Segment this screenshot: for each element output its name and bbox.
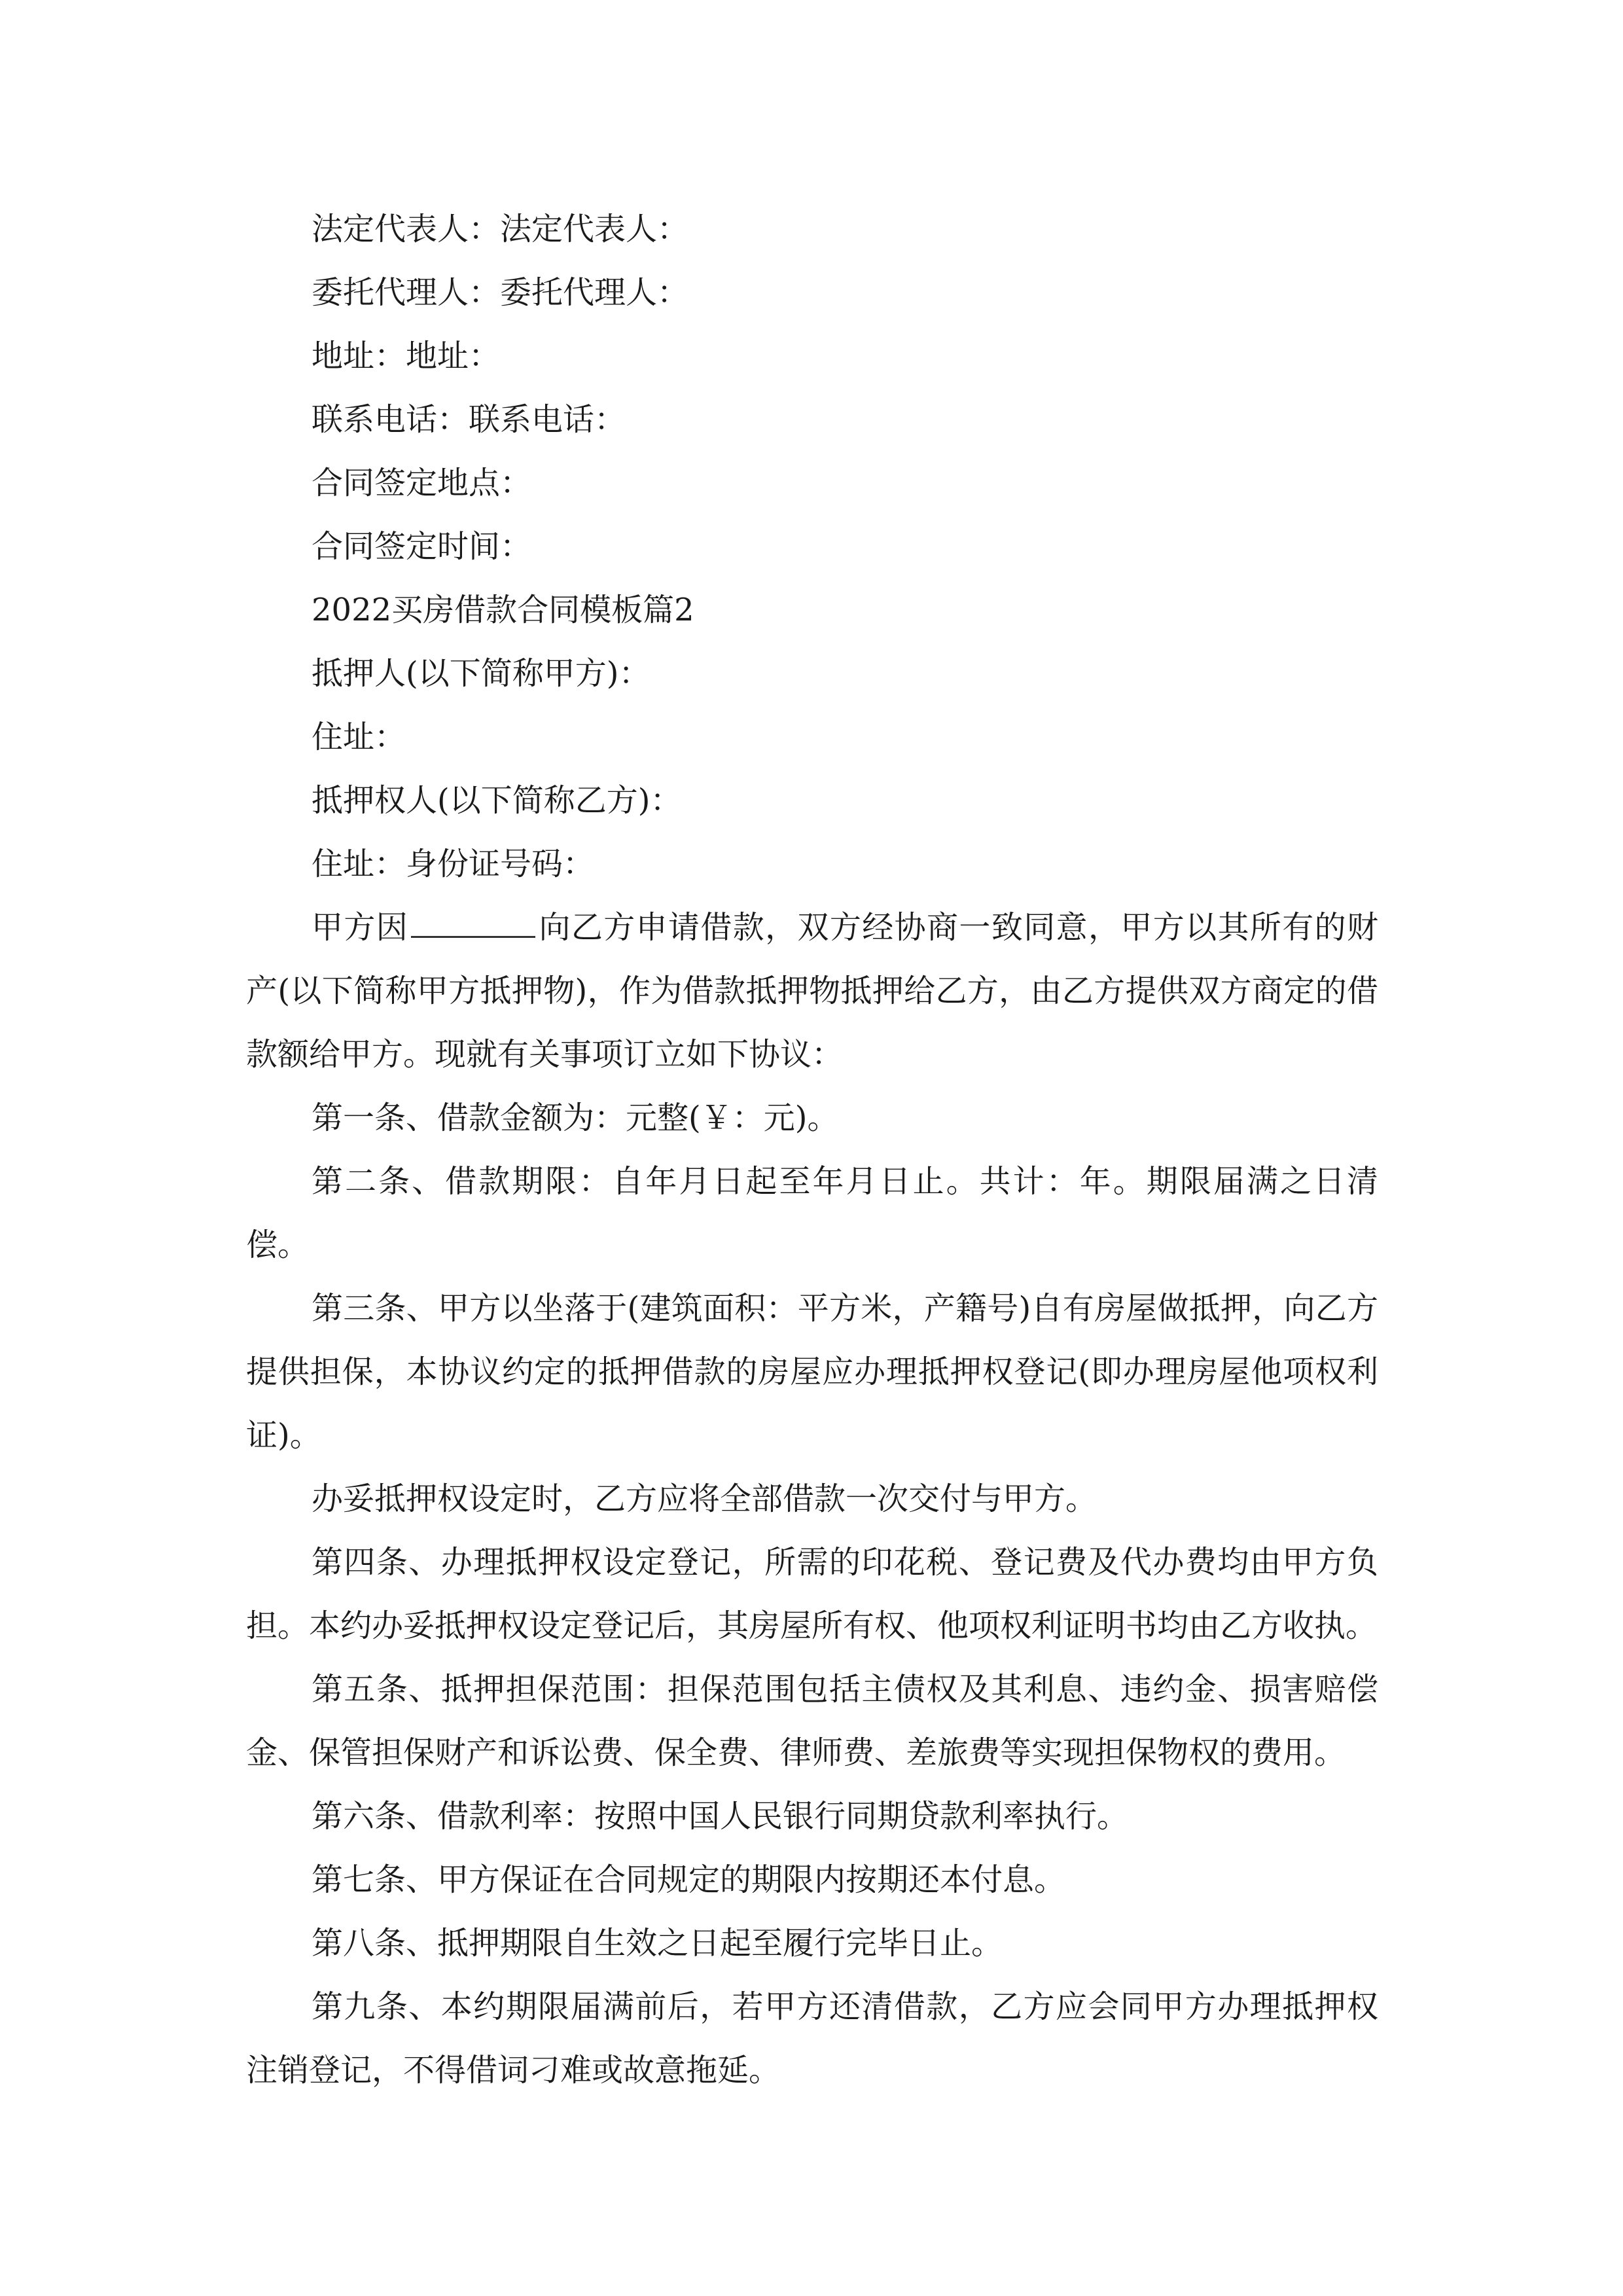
clause-9: 第九条、本约期限届满前后，若甲方还清借款，乙方应会同甲方办理抵押权注销登记，不得借词刁难或故意拖延。: [246, 1988, 1378, 2089]
clause-5: 第五条、抵押担保范围：担保范围包括主债权及其利息、违约金、损害赔偿金、保管担保财产和诉讼费、保全费、律师费、差旅费等实现担保物权的费用。: [246, 1671, 1378, 1771]
clause-2: 第二条、借款期限：自年月日起至年月日止。共计：年。期限届满之日清偿。: [246, 1163, 1378, 1263]
mortgagee-address-id-line: 住址：身份证号码：: [312, 846, 595, 882]
document-body: [246, 198, 1378, 2102]
clause-3: 第三条、甲方以坐落于(建筑面积：平方米，产籍号)自有房屋做抵押，向乙方提供担保，本协议约定的抵押借款的房屋应办理抵押权登记(即办理房屋他项权利证)。: [246, 1290, 1378, 1454]
clause-3-supplement: 办妥抵押权设定时，乙方应将全部借款一次交付与甲方。: [312, 1480, 1097, 1517]
clause-7: 第七条、甲方保证在合同规定的期限内按期还本付息。: [312, 1861, 1066, 1898]
agent-line: 委托代理人：委托代理人：: [312, 274, 689, 311]
mortgagee-line: 抵押权人(以下简称乙方)：: [312, 782, 682, 819]
signing-place-line: 合同签定地点：: [312, 465, 532, 501]
intro-before-blank: 甲方因: [312, 909, 409, 946]
mortgagor-line: 抵押人(以下简称甲方)：: [312, 655, 651, 692]
intro-paragraph: [246, 896, 1378, 1086]
address-line: 地址：地址：: [312, 338, 501, 374]
mortgagor-address-line: 住址：: [312, 719, 406, 755]
clause-8: 第八条、抵押期限自生效之日起至履行完毕日止。: [312, 1925, 1003, 1962]
phone-line: 联系电话：联系电话：: [312, 401, 626, 438]
clause-6: 第六条、借款利率：按照中国人民银行同期贷款利率执行。: [312, 1798, 1129, 1835]
intro-after-blank: 向乙方申请借款，双方经协商一致同意，甲方以其所有的财产(以下简称甲方抵押物)，作为借款抵押物抵押给乙方，由乙方提供双方商定的借款额给甲方。现就有关事项订立如下协议：: [246, 909, 1378, 1073]
clause-4: 第四条、办理抵押权设定登记，所需的印花税、登记费及代办费均由甲方负担。本约办妥抵押权设定登记后，其房屋所有权、他项权利证明书均由乙方收执。: [246, 1544, 1378, 1644]
section-title: 2022买房借款合同模板篇2: [312, 592, 694, 628]
clause-1: 第一条、借款金额为：元整(￥：元)。: [312, 1100, 839, 1136]
legal-representative-line: 法定代表人：法定代表人：: [312, 211, 689, 247]
signing-time-line: 合同签定时间：: [312, 528, 532, 565]
reason-blank-field: [411, 899, 535, 938]
